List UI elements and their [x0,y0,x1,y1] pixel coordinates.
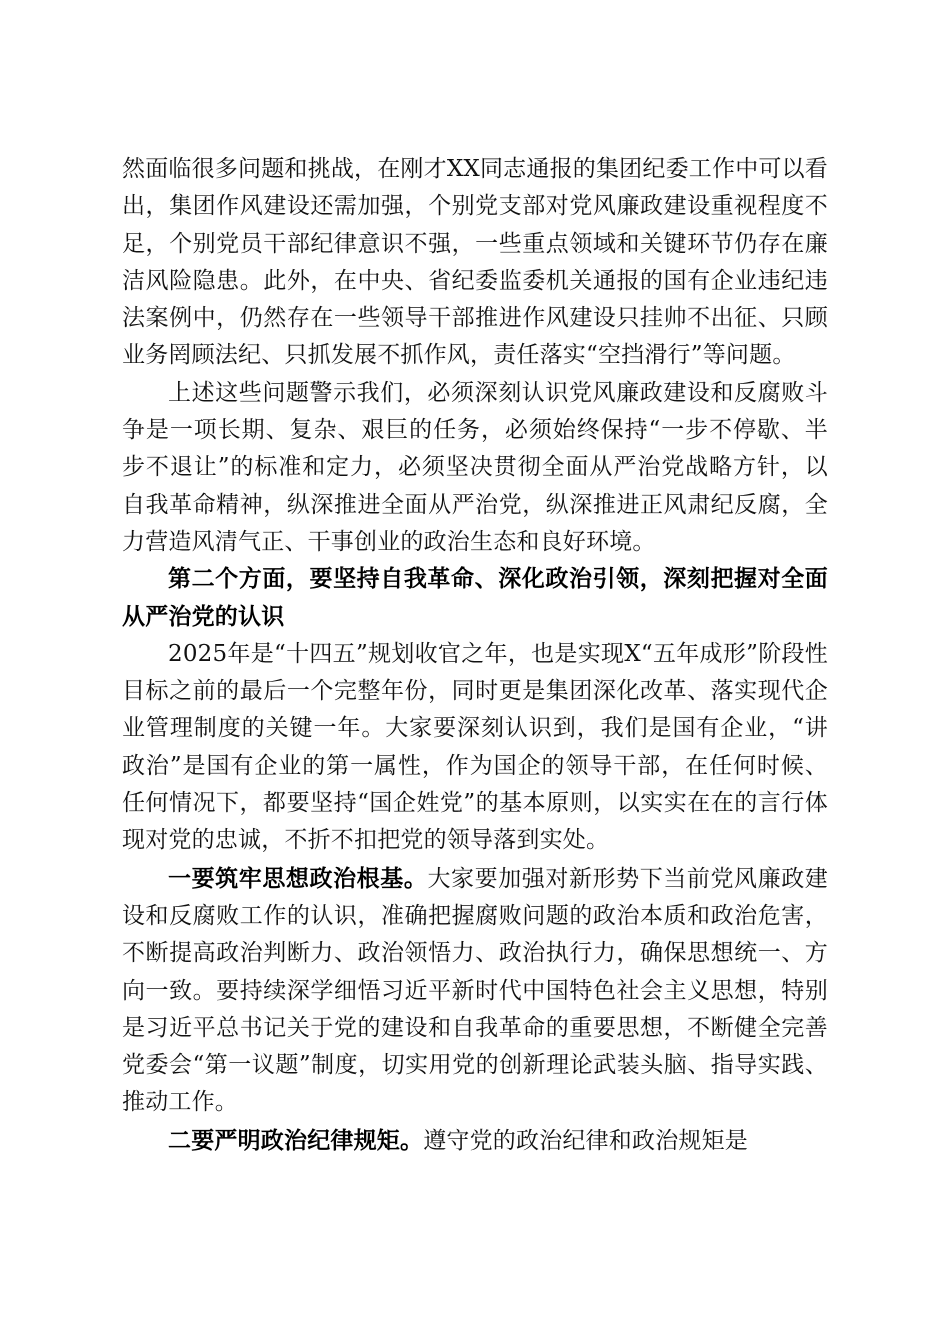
point-one-lead: 一要筑牢思想政治根基。 [168,864,428,892]
section-heading: 第二个方面，要坚持自我革命、深化政治引领，深刻把握对全面从严治党的认识 [122,566,828,630]
paragraph-continuation: 然面临很多问题和挑战，在刚才XX同志通报的集团纪委工作中可以看出，集团作风建设还需加强，个别党支部对党风廉政建设重视程度不足，个别党员干部纪律意识不强，一些重点领域和关键环节仍存在廉洁风险隐患。此外，在中央、省纪委监委机关通报的国有企业违纪违法案例中，仍然存在一些领导干部推进作风建设只挂帅不出征、只顾业务罔顾法纪、只抓发展不抓作风，责任落实“空挡滑行”等问题。 [122,156,828,369]
paragraph-2025: 2025年是“十四五”规划收官之年，也是实现X“五年成形”阶段性目标之前的最后一个完整年份，同时更是集团深化改革、落实现代企业管理制度的关键一年。大家要深刻认识到，我们是国有企业，“讲政治”是国有企业的第一属性，作为国企的领导干部，在任何时候、任何情况下，都要坚持“国企姓党”的基本原则，以实实在在的言行体现对党的忠诚，不折不扣把党的领导落到实处。 [122,640,828,854]
paragraph-warning: 上述这些问题警示我们，必须深刻认识党风廉政建设和反腐败斗争是一项长期、复杂、艰巨的任务，必须始终保持“一步不停歇、半步不退让”的标准和定力，必须坚决贯彻全面从严治党战略方针，以自我革命精神，纵深推进全面从严治党，纵深推进正风肃纪反腐，全力营造风清气正、干事创业的政治生态和良好环境。 [122,379,828,555]
paragraph-point-one [122,860,828,1122]
point-two-lead: 二要严明政治纪律规矩。 [168,1126,424,1154]
point-two-text: 遵守党的政治纪律和政治规矩是 [423,1127,749,1154]
paragraph-point-two [122,1122,828,1160]
document-body [122,151,828,1160]
point-one-text: 大家要加强对新形势下当前党风廉政建设和反腐败工作的认识，准确把握腐败问题的政治本质和政治危害，不断提高政治判断力、政治领悟力、政治执行力，确保思想统一、方向一致。要持续深学细悟习近平新时代中国特色社会主义思想，特别是习近平总书记关于党的建设和自我革命的重要思想，不断健全完善党委会“第一议题”制度，切实用党的创新理论武装头脑、指导实践、推动工作。 [122,865,828,1116]
